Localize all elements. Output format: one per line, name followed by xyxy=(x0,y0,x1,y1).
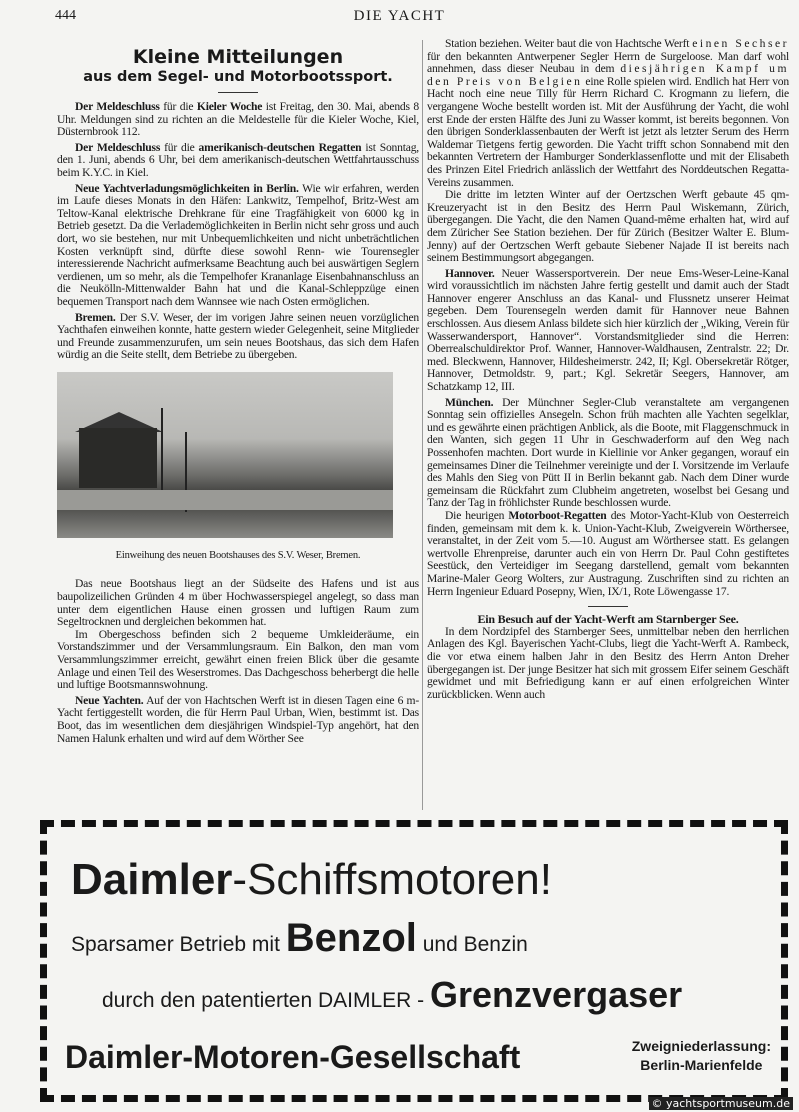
daimler-advertisement xyxy=(40,820,788,1102)
ad-headline-rest: -Schiffsmotoren! xyxy=(232,855,552,904)
bold-lead: amerikanisch-deutschen Regatten xyxy=(198,140,362,154)
bold-lead: Kieler Woche xyxy=(196,100,263,113)
divider xyxy=(588,606,628,607)
bold-lead: München. xyxy=(445,395,494,409)
bold-lead: Hannover. xyxy=(445,266,495,280)
divider xyxy=(218,92,258,93)
paragraph xyxy=(57,101,419,139)
section-title: Kleine Mitteilungen xyxy=(132,46,344,68)
bold-lead: Neue Yachten. xyxy=(75,693,144,707)
right-paragraphs xyxy=(427,38,789,598)
ad-company: Daimler-Motoren-Gesellschaft xyxy=(65,1039,521,1075)
paragraph xyxy=(57,578,419,628)
paragraph-text: diesjährigen Kampf um den Preis von Belgien xyxy=(427,62,789,88)
photo-caption: Einweihung des neuen Bootshauses des S.V. Weser, Bremen. xyxy=(115,549,361,561)
right-paragraphs-2 xyxy=(427,626,789,702)
running-head: DIE YACHT xyxy=(353,8,446,24)
ad-headline xyxy=(71,855,552,905)
ad-line-benzol xyxy=(71,915,528,968)
bold-lead: Neue Yachtverladungsmöglichkeiten in Berlin. xyxy=(75,181,299,195)
left-paragraphs xyxy=(57,101,419,362)
paragraph-text: Station beziehen. Weiter baut die von Hachtsche Werft xyxy=(445,37,693,50)
bold-lead: Motorboot-Regatten xyxy=(508,508,607,522)
paragraph-text: In dem Nordzipfel des Starnberger Sees, unmittelbar neben den herrlichen Anlagen des Kgl. Bayerischen Yacht-Clubs, liegt die Yacht-Werft A. Rambeck, die vor etwa einem halben Jahr in den Besitz des Herrn Anton Dreher übergegangen ist. Der junge Besitzer hat sich mit grossem Eifer seinem Geschäft gewidmet und mit Befriedigung kann er auf einen erfolgreichen Winter zurückblicken. Wenn auch xyxy=(427,624,789,701)
paragraph xyxy=(57,142,419,180)
left-paragraphs-2 xyxy=(57,578,419,745)
ad-branch xyxy=(632,1037,771,1075)
ad-text: Sparsamer Betrieb mit xyxy=(71,933,286,956)
column-divider xyxy=(422,40,423,810)
paragraph-text: für den bekannten Antwerpener Segler Herrn de Surgeloose. Man darf wohl annehmen, dass dieser Neubau in dem xyxy=(427,49,789,76)
paragraph xyxy=(427,38,789,189)
ad-line-vergaser xyxy=(102,973,682,1023)
paragraph xyxy=(427,189,789,265)
ad-branch-label: Zweigniederlassung: xyxy=(631,1038,771,1054)
paragraph-text: Wie wir erfahren, werden im Laufe dieses Monats in den Häfen: Lankwitz, Tempelhof, Britz-West am Teltow-Kanal elektrische Drehkrane für eine Tragfähigkeit von 6000 kg in Betrieb gesetzt. Da die Verlademöglichkeiten in Berlin nicht sehr gross und auch dort, wo sie bestehen, nur mit Unbequemlichkeiten und nicht unbeträchtlichen Kosten verknüpft sind, dürfte diese sowohl Renn- wie Tourensegler interessierende Nachricht aufmerksame Beachtung auch bei auswärtigen Seglern verdienen, um so mehr, als die Tempelhofer Krananlage Eisenbahnanschluss an die Neukölln-Mittenwalder Bahn hat und die Kanal-Schleppzüge einen bequemen Transport nach dem Wannsee wie nach Osten ermöglichen. xyxy=(57,181,419,308)
paragraph-text: Im Obergeschoss befinden sich 2 bequeme Umkleideräume, ein Vorstandszimmer und der Versammlungsraum. Ein Balkon, den man vom Versammlungszimmer erreicht, gewährt einen freien Blick über die gesamte Anlage und einen Teil des Weserstromes. Das Dachgeschoss beherbergt die helle und luftige Bootsmannswohnung. xyxy=(57,627,419,692)
paragraph-text: für die xyxy=(159,100,197,113)
ad-grenzvergaser: Grenzvergaser xyxy=(430,974,683,1015)
boathouse-photo xyxy=(57,372,393,538)
paragraph xyxy=(427,397,789,510)
page-number: 444 xyxy=(55,8,76,23)
paragraph-text: Die dritte im letzten Winter auf der Oertzschen Werft gebaute 45 qm-Kreuzeryacht ist in den Besitz des Herrn Paul Wiskemann, Zürich, übergegangen. Die Yacht, die den Namen Quand-même erhalten hat, wird auf dem Züricher See Station beziehen. Der für Zürich (Besitzer Walter E. Blum-Jenny) auf der Oertzschen Werft gebaute Siebener Najade II ist bereits nach seinem Bestimmungsort abgegangen. xyxy=(427,188,789,265)
paragraph-text: eine Rolle spielen wird. Endlich hat Herr von Hacht noch eine neue Tilly für Herrn Richard C. Krogmann zu liefern, die vergangene Woche bestellt worden ist. Mit der Ausführung der Yacht, die wohl erst Ende der ersten Hälfte des Juni zu Wasser kommt, ist bereits begonnen. Von den übrigen Sonderklassenbauten der Werft ist jetzt als letzter Serum des Herrn Waldemar Tietgens fertig geworden. Die Yacht trifft schon Sonnabend mit den bekannten Vertretern der Hamburger Sonderklassenflotte und mit der Elisabeth des Prinzen Eitel Friedrich anlässlich der Wettfahrt des Norddeutschen Regatta-Vereins zusammen. xyxy=(427,74,789,189)
paragraph xyxy=(57,695,419,745)
ad-benzol: Benzol xyxy=(285,916,417,960)
paragraph xyxy=(57,629,419,692)
paragraph-text: für die xyxy=(160,140,199,154)
photo-boathouse xyxy=(79,428,157,488)
ad-text: durch den patentierten DAIMLER - xyxy=(102,989,431,1012)
bold-lead: Der Meldeschluss xyxy=(75,140,161,154)
bold-lead: Der Meldeschluss xyxy=(75,100,160,113)
paragraph-text: Die heurigen xyxy=(445,508,509,522)
bold-lead: Bremen. xyxy=(75,310,116,324)
ad-branch-place: Berlin-Marienfelde xyxy=(640,1057,763,1073)
paragraph-text: Der S.V. Weser, der im vorigen Jahre seinen neuen vorzüglichen Yachthafen einweihen konnte, hatte gestern wieder Gelegenheit, seine Mitglieder und Freunde zusammenzurufen, um sein neues Bootshaus, das sich dem Hafen würdig an die Seite stellt, dem Betriebe zu übergeben. xyxy=(57,310,419,362)
right-column xyxy=(427,38,789,701)
ad-brand: Daimler xyxy=(71,855,233,904)
paragraph-text: des Motor-Yacht-Klub von Oesterreich finden, gemeinsam mit dem k. k. Union-Yacht-Klub, Zweigverein Wörthersee, veranstaltet, in der Zeit vom 5.—10. August am Wörthersee statt. Es gelangen wertvolle Ehrenpreise, darunter auch ein von Herrn Dr. Paul Cohn gestiftetes Seestück, den Verteidiger im Seegang darstellend, gemalt vom bekannten Marine-Maler Georg Wolters, zur Austragung. Zuschriften sind zu richten an Herrn Ingenieur Eduard Posepny, Wien, IX/1, Rote Löwengasse 17. xyxy=(427,508,789,598)
paragraph xyxy=(57,312,419,362)
paragraph-text: ist Sonntag, den 1. Juni, abends 6 Uhr, bei dem amerikanisch-deutschen Wettfahrtausschuss beim K.Y.C. in Kiel. xyxy=(57,140,420,179)
paragraph-text: Das neue Bootshaus liegt an der Südseite des Hafens und ist aus baupolizeilichen Gründen 4 m über Hochwasserspiegel angelegt, so dass man unter dem eigentlichen Hause einen grossen und luftigen Raum zum Segeltrocknen und dergleichen bekommen hat. xyxy=(57,577,419,629)
paragraph-text: Der Münchner Segler-Club veranstaltete am vergangenen Sonntag sein offizielles Ansegeln. Schon früh machten alle Yachten segelklar, und es gewährte einen prächtigen Anblick, als die Boote, mit Flaggenschmuck in den Wanten, sich gegen 11 Uhr in Geschwaderform auf den Weg nach Possenhofen machten. Dort wurde in Kiellinie vor Anker gegangen, worauf ein gemeinsames Diner die Teilnehmer vereinigte und der I. Vorsitzende im Verlaufe des Mahls den Sieg von Pütt II in Berlin bekannt gab. Nach dem Diner wurde gemeinsam die Rückfahrt zum Clubheim angetreten, woselbst bei Gesang und Tanz der Tag in fröhlichster Runde beschlossen wurde. xyxy=(427,395,789,510)
paragraph xyxy=(427,268,789,394)
paragraph-text: Neuer Wassersportverein. Der neue Ems-Weser-Leine-Kanal wird voraussichtlich im nächsten Jahre fertig gestellt und damit auch der Stadt Hannover engerer Anschluss an das Kanal- und Flussnetz unserer Heimat gegeben. Dem Tourensegeln werden damit für Hannover neue Bahnen erschlossen. Aus diesem Anlass bildete sich hier kürzlich der „Wiking, Verein für Wasserwandersport, Hannover“. Vorstandsmitglieder sind die Herren: Oberrealschuldirektor Prof. Wanner, Hannover-Waldhausen, Zentralstr. 22; Dr. med. Bleckwenn, Hannover, Hildesheimerstr. 242, II; Kgl. Obersekretär Rötger, Hannover, Detmoldstr. 9, part.; Kgl. Sekretär Seegers, Hannover, am Schatzkamp 12, III. xyxy=(427,266,789,394)
ad-text: und Benzin xyxy=(416,933,528,956)
paragraph-text: Auf der von Hachtschen Werft ist in diesen Tagen eine 6 m-Yacht fertiggestellt worden, die für Herrn Paul Urban, Wien, bestimmt ist. Das Boot, das im wesentlichen dem diesjährigen Windspiel-Typ angehört, hat den Namen Halunk erhalten und wird auf dem Wörther See xyxy=(57,693,419,745)
section-subtitle: aus dem Segel- und Motorbootssport. xyxy=(83,69,393,85)
article-heading: Ein Besuch auf der Yacht-Werft am Starnberger See. xyxy=(477,612,739,627)
photo-water xyxy=(57,490,393,510)
paragraph-text: ist Freitag, den 30. Mai, abends 8 Uhr. Meldungen sind zu richten an die Meldestelle für die Kieler Woche, Kiel, Düsternbrook 112. xyxy=(57,100,419,139)
paragraph xyxy=(427,510,789,598)
left-column xyxy=(57,38,419,745)
paragraph-text: einen Sechser xyxy=(692,37,789,50)
watermark: © yachtsportmuseum.de xyxy=(649,1097,793,1110)
paragraph xyxy=(427,626,789,702)
paragraph xyxy=(57,183,419,309)
